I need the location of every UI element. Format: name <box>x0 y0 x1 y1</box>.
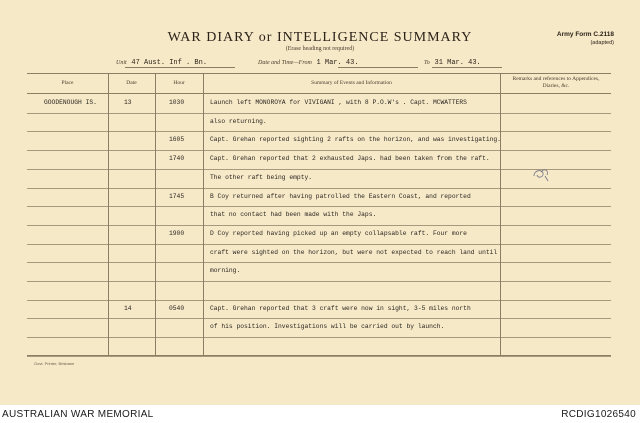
header-date: Date <box>126 80 137 86</box>
date-from-label: Date and Time—From <box>258 60 312 66</box>
form-note: (adapted) <box>590 40 614 46</box>
summary-cell: Capt. Grehan reported that 2 exhausted Japs. had been taken from the raft. <box>210 155 490 163</box>
form-name: Army Form C.2118 <box>556 31 614 38</box>
date-to-value: 31 Mar. 43. <box>434 59 481 67</box>
summary-cell: also returning. <box>210 117 267 125</box>
form-subtitle: (Erase heading not required) <box>285 46 355 52</box>
date-from-value: 1 Mar. 43. <box>316 59 359 67</box>
date-to-field <box>424 58 481 67</box>
unit-field <box>116 58 207 67</box>
summary-cell: D Coy reported having picked up an empty collapsable raft. Four more <box>210 229 467 237</box>
row-rule <box>27 281 611 282</box>
form-number <box>534 31 614 47</box>
row-rule <box>27 318 611 319</box>
unit-underline <box>125 67 235 68</box>
row-rule <box>27 225 611 226</box>
summary-cell: morning. <box>210 267 241 275</box>
date-cell: 14 <box>124 304 132 312</box>
date-from-underline <box>338 67 418 68</box>
table-top-rule <box>27 73 611 74</box>
hour-cell: 1740 <box>169 155 185 163</box>
unit-value: 47 Aust. Inf . Bn. <box>131 59 208 67</box>
date-from-field <box>258 58 359 67</box>
table-header-rule <box>27 93 611 94</box>
summary-cell: The other raft being empty. <box>210 173 313 181</box>
row-rule <box>27 356 611 357</box>
place-cell: GOODENOUGH IS. <box>44 99 97 106</box>
summary-cell: Launch left MONOROYA for VIVIGANI , with 8 P.O.W's . Capt. MCWATTERS <box>210 99 467 106</box>
hour-cell: 1605 <box>169 136 185 144</box>
archive-credit: AUSTRALIAN WAR MEMORIAL <box>2 409 154 420</box>
summary-cell: of his position. Investigations will be carried out by launch. <box>210 323 445 331</box>
row-rule <box>27 169 611 170</box>
hour-cell: 1745 <box>169 192 185 200</box>
header-hour: Hour <box>173 80 185 86</box>
row-rule <box>27 131 611 132</box>
row-rule <box>27 206 611 207</box>
row-rule <box>27 188 611 189</box>
row-rule <box>27 113 611 114</box>
row-rule <box>27 262 611 263</box>
record-id: RCDIG1026540 <box>561 409 636 420</box>
summary-cell: B Coy returned after having patrolled the Eastern Coast, and reported <box>210 192 471 200</box>
header-place: Place <box>61 80 74 86</box>
col-divider-date <box>155 73 156 355</box>
printer-credit: Govt. Printer, Brisbane <box>34 361 75 366</box>
header-remarks: Remarks and references to Appendices, Diaries, &c. <box>512 76 600 89</box>
row-rule <box>27 337 611 338</box>
hour-cell: 0540 <box>169 304 185 312</box>
header-summary: Summary of Events and Information <box>311 80 392 86</box>
date-cell: 13 <box>124 99 132 106</box>
col-divider-summary <box>500 73 501 355</box>
row-rule <box>27 150 611 151</box>
summary-cell: craft were sighted on the horizon, but were not expected to reach land until <box>210 248 498 256</box>
hour-cell: 1030 <box>169 99 185 106</box>
unit-label: Unit <box>116 60 127 66</box>
row-rule <box>27 244 611 245</box>
summary-cell: that no contact had been made with the Japs. <box>210 211 377 219</box>
summary-cell: Capt. Grehan reported sighting 2 rafts on the horizon, and was investigating. <box>210 136 501 144</box>
row-rule <box>27 300 611 301</box>
hour-cell: 1900 <box>169 229 185 237</box>
summary-cell: Capt. Grehan reported that 3 craft were now in sight, 3-5 miles north <box>210 304 471 312</box>
form-title: WAR DIARY or INTELLIGENCE SUMMARY <box>167 30 473 45</box>
date-to-underline <box>432 67 502 68</box>
date-to-label: To <box>424 60 430 66</box>
col-divider-place <box>108 73 109 355</box>
col-divider-hour <box>203 73 204 355</box>
pencil-annotation-icon <box>530 164 552 186</box>
